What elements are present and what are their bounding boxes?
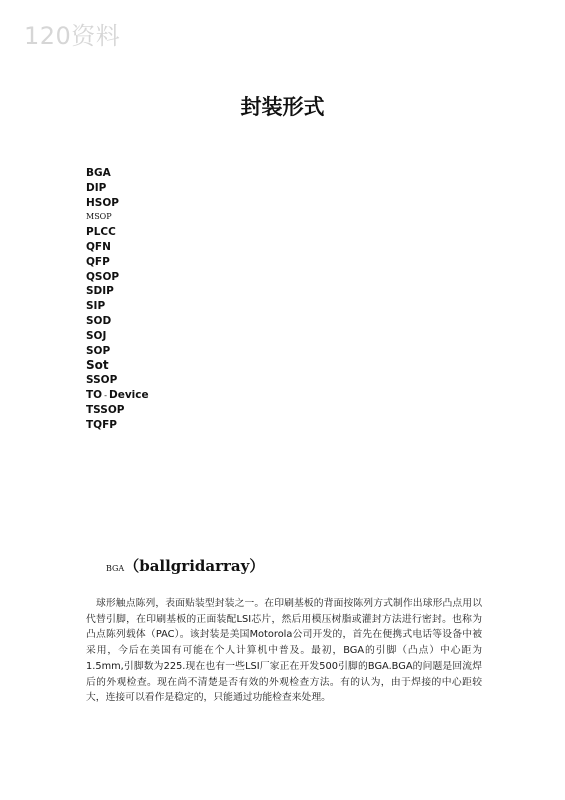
list-item-plcc: PLCC (86, 226, 116, 239)
list-item-to-device (86, 388, 149, 403)
section-heading-name: （ballgridarray） (124, 557, 265, 575)
list-item-to-label: TO (86, 388, 103, 401)
list-item-dip: DIP (86, 181, 107, 194)
list-item-sdip: SDIP (86, 285, 114, 298)
section-heading-abbr: BGA (106, 564, 125, 573)
list-item-tssop: TSSOP (86, 403, 125, 416)
list-item-to-suffix: Device (108, 388, 149, 401)
list-item-qfn: QFN (86, 240, 111, 253)
list-item-msop: MSOP (86, 212, 112, 222)
list-item-to-dash: - (104, 390, 107, 400)
watermark-logo: 120资料 (24, 22, 121, 50)
page-title: 封装形式 (240, 95, 325, 119)
list-item-sod: SOD (86, 314, 112, 327)
section-heading-bga (106, 548, 264, 577)
package-type-list (86, 166, 149, 432)
list-item-tqfp: TQFP (86, 418, 117, 431)
section-body-paragraph: 球形触点陈列，表面贴装型封装之一。在印刷基板的背面按陈列方式制作出球形凸点用以代替引脚，在印刷基板的正面装配LSI芯片，然后用模压树脂或灌封方法进行密封。也称为凸点陈列载体（PAC）。该封装是美国Motorola公司开发的，首先在便携式电话等设备中被采用，今后在美国有可能在个人计算机中普及。最初，BGA的引脚（凸点）中心距为1.5mm,引脚数为225.现在也有一些LSI厂家正在开发500引脚的BGA.BGA的问题是回流焊后的外观检查。现在尚不清楚是否有效的外观检查方法。有的认为，由于焊接的中心距较大，连接可以看作是稳定的，只能通过功能检查来处理。 (86, 598, 482, 704)
list-item-soj: SOJ (86, 329, 107, 342)
list-item-qfp: QFP (86, 255, 110, 268)
list-item-sop: SOP (86, 344, 111, 357)
list-item-qsop: QSOP (86, 270, 120, 283)
list-item-hsop: HSOP (86, 196, 119, 209)
list-item-bga: BGA (86, 167, 111, 179)
list-item-ssop: SSOP (86, 374, 118, 387)
list-item-sip: SIP (86, 300, 106, 313)
list-item-sot: Sot (86, 358, 109, 373)
